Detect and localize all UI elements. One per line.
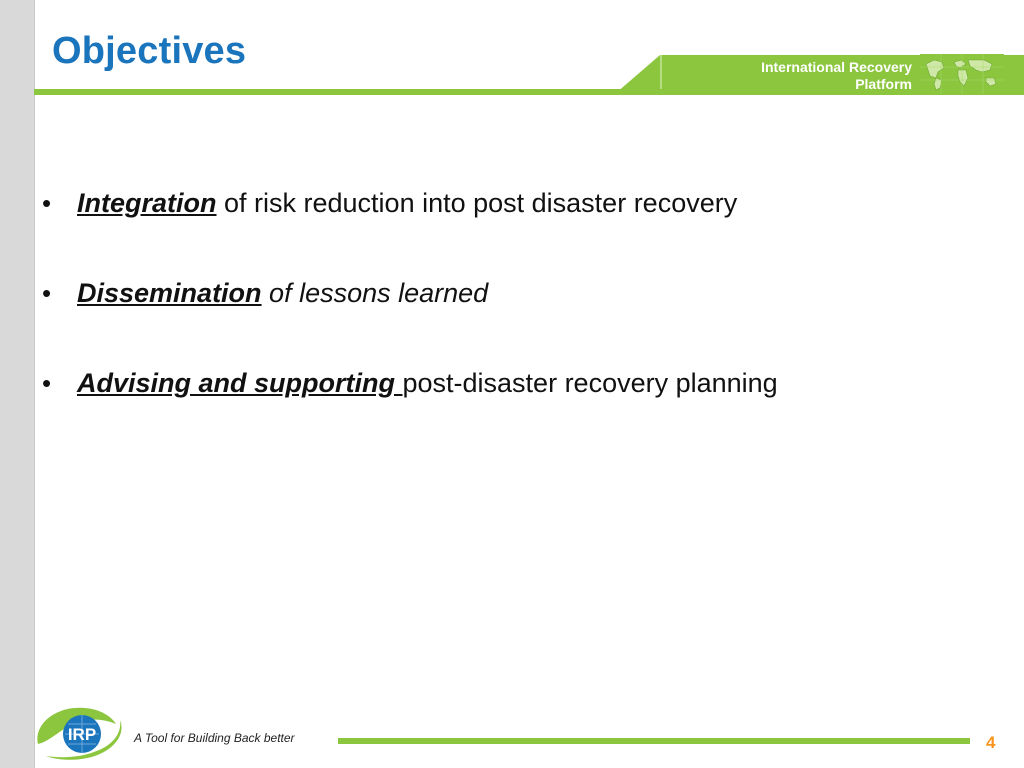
irp-logo (32, 704, 128, 766)
bullet-keyword: Advising and supporting (77, 368, 403, 398)
banner-text (672, 59, 912, 93)
list-item (42, 362, 942, 452)
bullet-keyword: Integration (77, 188, 217, 218)
banner-line-1: International Recovery (761, 59, 912, 75)
world-map-icon (920, 54, 1004, 94)
bullet-icon: • (42, 278, 52, 308)
bullet-icon: • (42, 188, 52, 218)
bullet-icon: • (42, 368, 52, 398)
footer-divider (338, 738, 970, 744)
list-item (42, 182, 942, 272)
bullet-text: post-disaster recovery planning (402, 368, 778, 398)
banner-line-2: Platform (855, 76, 912, 92)
irp-logo-text: IRP (67, 725, 97, 744)
bullet-text: of lessons learned (261, 278, 489, 308)
left-margin-bar (0, 0, 35, 768)
slide-title: Objectives (52, 30, 247, 72)
footer-tagline: A Tool for Building Back better (134, 731, 295, 745)
page-number: 4 (986, 733, 996, 752)
bullet-text: of risk reduction into post disaster recovery (216, 188, 738, 218)
objectives-list (42, 182, 942, 452)
bullet-keyword: Dissemination (77, 278, 262, 308)
list-item (42, 272, 942, 362)
